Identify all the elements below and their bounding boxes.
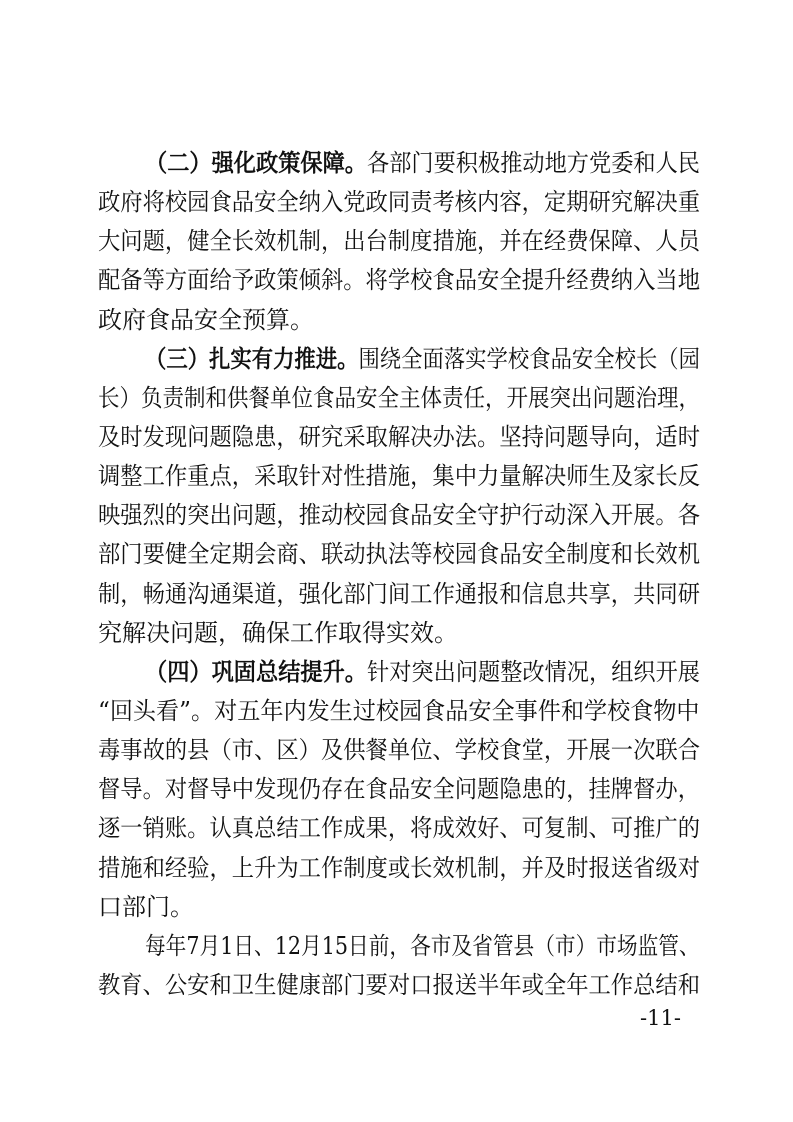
- text-line: 政府将校园食品安全纳入党政同责考核内容，定期研究解决重: [98, 188, 700, 217]
- section-heading: （二）强化政策保障。: [145, 148, 367, 177]
- text-line: 针对突出问题整改情况，组织开展: [367, 657, 700, 686]
- text-line: 督导。对督导中发现仍存在食品安全问题隐患的，挂牌督办，: [98, 775, 700, 804]
- text-line: 每年7月1日、12月15日前，各市及省管县（市）市场监管、: [145, 931, 700, 960]
- section-heading: （三）扎实有力推进。: [145, 343, 359, 373]
- paragraph-first-line: [145, 344, 700, 374]
- text-line: 部门要健全定期会商、联动执法等校园食品安全制度和长效机: [98, 540, 700, 569]
- paragraph-first-line: [145, 148, 700, 178]
- text-line: 究解决问题，确保工作取得实效。: [98, 618, 458, 647]
- text-line: 调整工作重点，采取针对性措施，集中力量解决师生及家长反: [98, 462, 700, 491]
- text-line: 毒事故的县（市、区）及供餐单位、学校食堂，开展一次联合: [98, 736, 700, 765]
- text-line: 措施和经验，上升为工作制度或长效机制，并及时报送省级对: [98, 853, 700, 882]
- text-line: 配备等方面给予政策倾斜。将学校食品安全提升经费纳入当地: [98, 266, 700, 295]
- text-line: 长）负责制和供餐单位食品安全主体责任，开展突出问题治理，: [98, 383, 700, 412]
- text-line: 逐一销账。认真总结工作成果，将成效好、可复制、可推广的: [98, 814, 700, 843]
- text-line: 映强烈的突出问题，推动校园食品安全守护行动深入开展。各: [98, 501, 700, 530]
- text-line: 制，畅通沟通渠道，强化部门间工作通报和信息共享，共同研: [98, 579, 700, 608]
- text-line: 政府食品安全预算。: [98, 305, 314, 334]
- paragraph-first-line: [145, 657, 700, 687]
- page-number: -11-: [640, 1006, 681, 1030]
- text-line: 教育、公安和卫生健康部门要对口报送半年或全年工作总结和: [98, 971, 700, 999]
- text-line: 口部门。: [98, 892, 194, 921]
- section-heading: （四）巩固总结提升。: [145, 656, 367, 686]
- text-line: 及时发现问题隐患，研究采取解决办法。坚持问题导向，适时: [98, 423, 700, 451]
- text-line: “回头看”。对五年内发生过校园食品安全事件和学校食物中: [98, 697, 700, 725]
- text-line: 各部门要积极推动地方党委和人民: [367, 149, 700, 177]
- text-line: 大问题，健全长效机制，出台制度措施，并在经费保障、人员: [98, 227, 700, 256]
- text-line: 围绕全面落实学校食品安全校长（园: [358, 344, 700, 373]
